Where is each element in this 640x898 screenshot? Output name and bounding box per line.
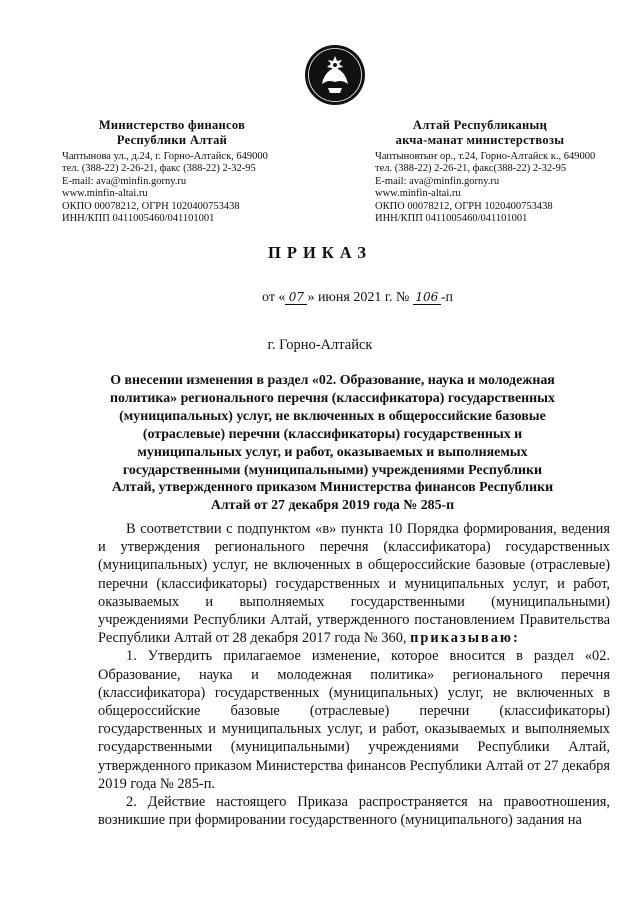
address: Чаптыновтыҥ ор., т.24, Горно-Алтайск к., 649000: [375, 151, 596, 162]
item-2-paragraph: 2. Действие настоящего Приказа распространяется на правоотношения, возникшие при формировании государственного (муниципального) задания на: [98, 794, 610, 829]
city-line: г. Горно-Алтайск: [267, 337, 373, 353]
inn-kpp: ИНН/КПП 0411005460/041101001: [62, 212, 215, 224]
date-prefix: от «: [262, 290, 286, 305]
website: www.minfin-altai.ru: [375, 188, 461, 200]
order-body: [98, 520, 610, 829]
handwritten-order-number: 106: [413, 291, 441, 305]
coat-of-arms-emblem: [304, 44, 366, 106]
order-date-number: [262, 290, 453, 306]
phone-fax: тел. (388-22) 2-26-21, факс (388-22) 2-32-95: [62, 163, 256, 175]
ministry-header-russian: [62, 118, 307, 225]
preamble-paragraph: В соответствии с подпунктом «в» пункта 10 Порядка формирования, ведения и утверждения регионального перечня (классификатора) государственных (муниципальных) услуг, не включенных в общероссийские базовые (отраслевые) перечни (классификаторы) государственных и муниципальных услуг, и работ, оказываемых и выполняемых государственными (муниципальными) учреждениями Республики Алтай, утвержденного постановлением Правительства Республики Алтай от 28 декабря 2017 года № 360, приказываю:: [98, 521, 610, 647]
date-suffix: » июня 2021 г. №: [307, 290, 410, 305]
okpo-ogrn: ОКПО 00078212, ОГРН 1020400753438: [375, 200, 553, 212]
ministry-name-russian: Министерство финансов Республики Алтай: [98, 118, 246, 147]
order-subject-heading: О внесении изменения в раздел «02. Образование, наука и молодежная политика» регионального перечня (классификатора) государственных (муниципальных) услуг, не включенных в общероссийские базовые (отраслевые) перечни (классификаторы) государственных и муниципальных услуг, и работ, оказываемых и выполняемых государственными (муниципальными) учреждениями Республики Алтай, утвержденного приказом Министерства финансов Республики Алтай от 27 декабря 2019 года № 285-п: [110, 373, 555, 514]
website: www.minfin-altai.ru: [62, 188, 148, 200]
okpo-ogrn: ОКПО 00078212, ОГРН 1020400753438: [62, 200, 240, 212]
number-suffix: -п: [440, 290, 453, 305]
contact-block-altai: [375, 151, 625, 225]
address: Чаптынова ул., д.24, г. Горно-Алтайск, 649000: [62, 151, 268, 162]
ministry-header-altai: [375, 118, 625, 225]
item-1-paragraph: 1. Утвердить прилагаемое изменение, которое вносится в раздел «02. Образование, наука и молодежная политика» регионального перечня (классификатора) государственных (муниципальных) услуг, не включенных в общероссийские базовые (отраслевые) перечни (классификаторы) государственных и муниципальных услуг, и работ, оказываемых и выполняемых государственными (муниципальными) учреждениями Республики Алтай, утвержденного приказом Министерства финансов Республики Алтай от 27 декабря 2019 года № 285-п.: [98, 648, 610, 792]
ministry-name-altai: Алтай Республиканың акча-манат министерствозы: [395, 118, 565, 147]
document-type-title: ПРИКАЗ: [268, 243, 372, 262]
email: E-mail: ava@minfin.gorny.ru: [375, 175, 500, 187]
inn-kpp: ИНН/КПП 0411005460/041101001: [375, 212, 528, 224]
phone-fax: тел. (388-22) 2-26-21, факс(388-22) 2-32-95: [375, 163, 567, 175]
order-word: приказываю:: [410, 630, 520, 647]
email: E-mail: ava@minfin.gorny.ru: [62, 175, 187, 187]
handwritten-day: 07: [285, 291, 307, 305]
contact-block-russian: [62, 151, 307, 225]
